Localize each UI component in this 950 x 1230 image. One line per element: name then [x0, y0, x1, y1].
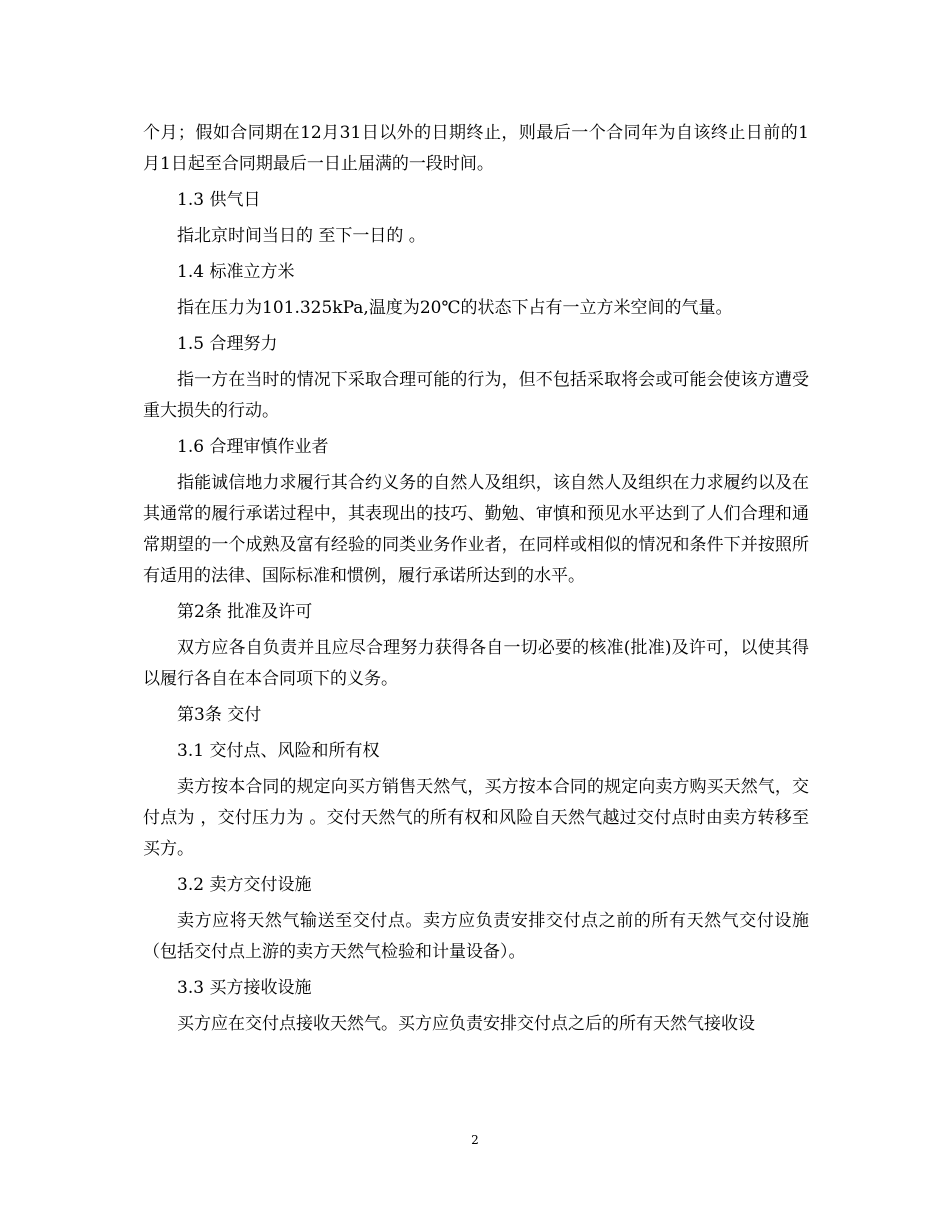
heading-1-6: 1.6 合理审慎作业者 — [177, 437, 329, 457]
paragraph: 卖方应将天然气输送至交付点。卖方应负责安排交付点之前的所有天然气交付设施（包括交付点上游的卖方天然气检验和计量设备）。 — [143, 911, 809, 962]
paragraph: 双方应各自负责并且应尽合理努力获得各自一切必要的核准(批准)及许可，以使其得以履行各自在本合同项下的义务。 — [143, 638, 809, 689]
paragraph: 买方应在交付点接收天然气。买方应负责安排交付点之后的所有天然气接收设 — [177, 1014, 755, 1034]
paragraph: 指北京时间当日的 至下一日的 。 — [177, 226, 426, 246]
paragraph: 指在压力为101.325kPa,温度为20℃的状态下占有一立方米空间的气量。 — [177, 298, 733, 318]
heading-1-4: 1.4 标准立方米 — [177, 262, 295, 282]
heading-3-3: 3.3 买方接收设施 — [177, 978, 312, 998]
page-number: 2 — [471, 1133, 479, 1147]
paragraph: 指能诚信地力求履行其合约义务的自然人及组织，该自然人及组织在力求履约以及在其通常的履行承诺过程中，其表现出的技巧、勤勉、审慎和预见水平达到了人们合理和通常期望的一个成熟及富有经验的同类业务作业者，在同样或相似的情况和条件下并按照所有适用的法律、国际标准和惯例，履行承诺所达到的水平。 — [143, 473, 809, 586]
paragraph: 卖方按本合同的规定向买方销售天然气，买方按本合同的规定向卖方购买天然气，交付点为 ，交付压力为 。交付天然气的所有权和风险自天然气越过交付点时由卖方转移至买方。 — [143, 777, 809, 859]
heading-article-2: 第2条 批准及许可 — [177, 602, 313, 622]
heading-article-3: 第3条 交付 — [177, 705, 262, 725]
paragraph: 指一方在当时的情况下采取合理可能的行为，但不包括采取将会或可能会使该方遭受重大损失的行动。 — [143, 370, 809, 421]
heading-1-5: 1.5 合理努力 — [177, 334, 278, 354]
document-body — [143, 118, 809, 1045]
heading-3-1: 3.1 交付点、风险和所有权 — [177, 741, 380, 761]
heading-1-3: 1.3 供气日 — [177, 190, 261, 210]
paragraph-continuation: 个月；假如合同期在12月31日以外的日期终止，则最后一个合同年为自该终止日前的1月1日起至合同期最后一日止届满的一段时间。 — [143, 123, 809, 174]
heading-3-2: 3.2 卖方交付设施 — [177, 875, 312, 895]
